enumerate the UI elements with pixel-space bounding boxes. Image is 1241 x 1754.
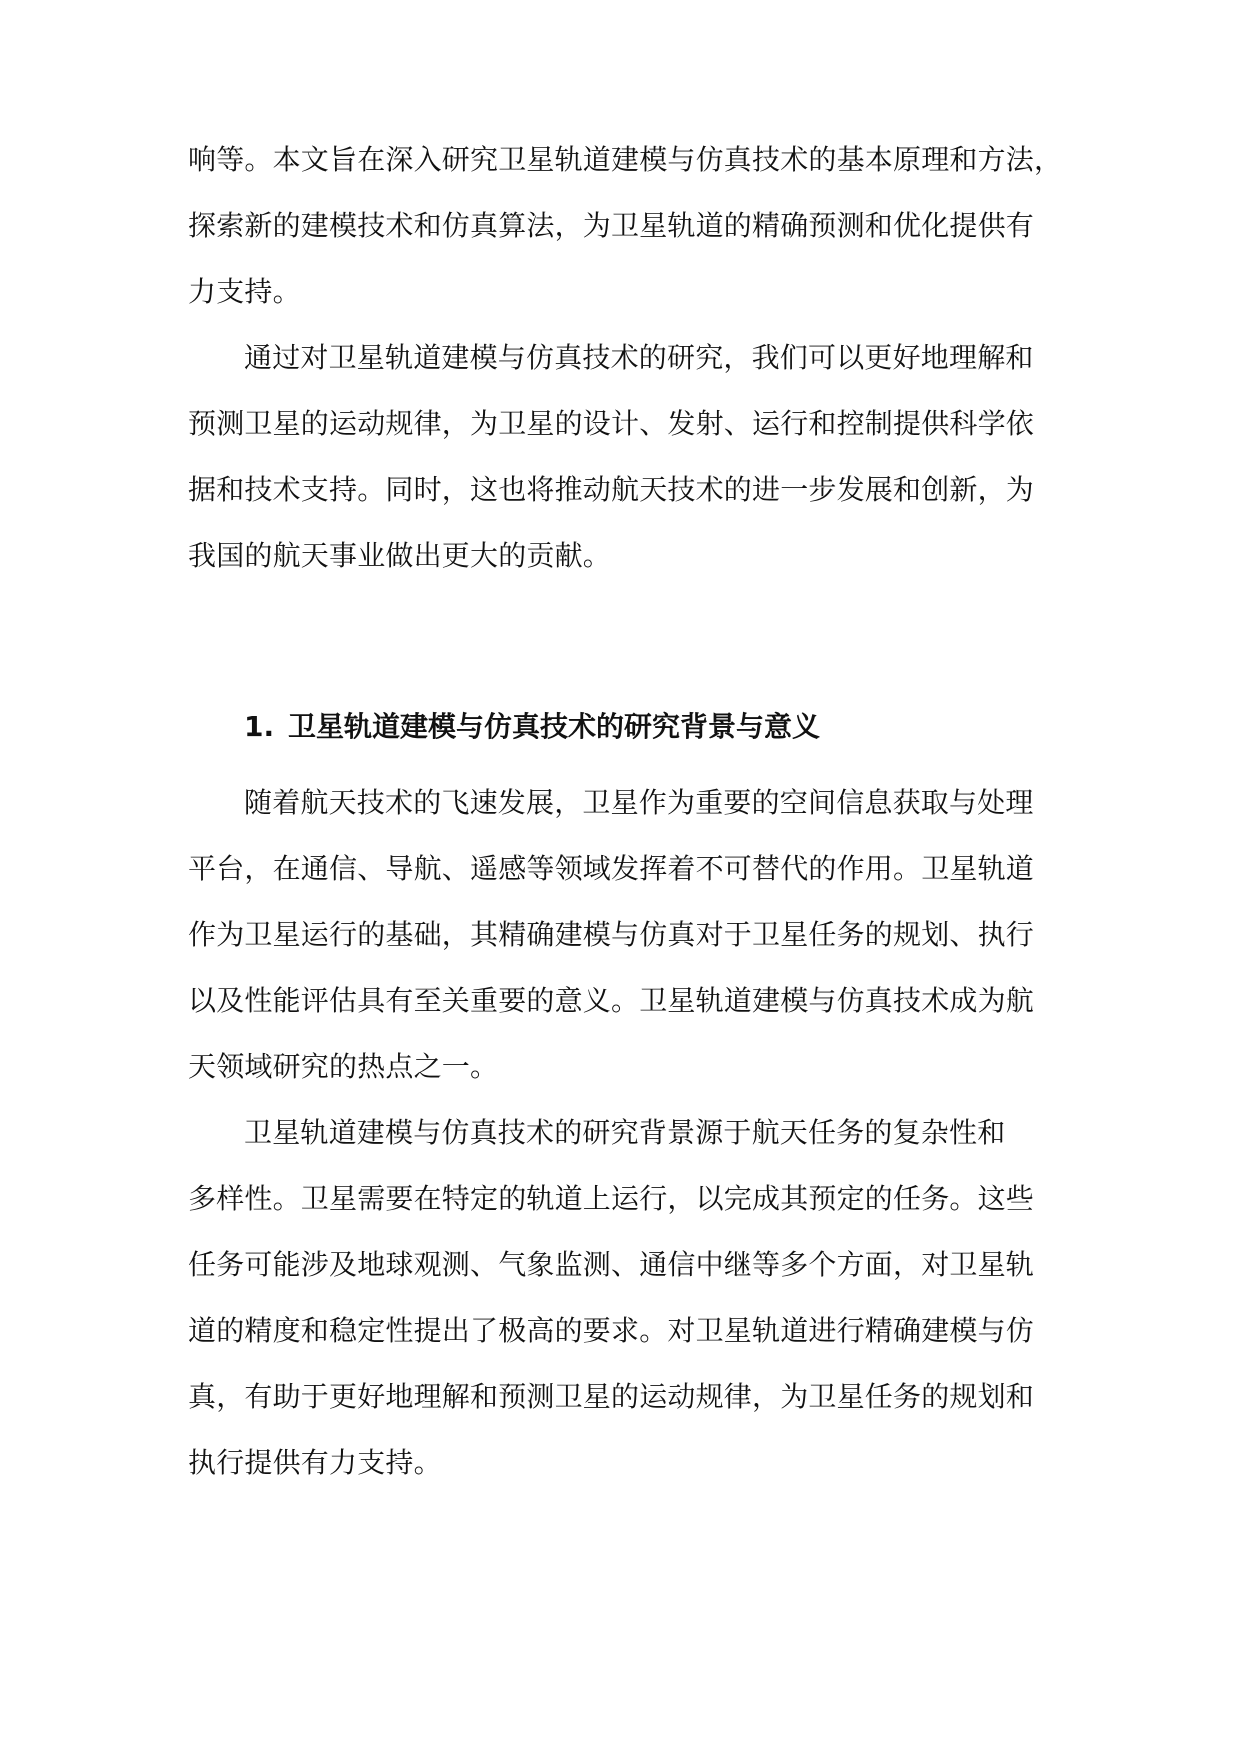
text-line: 任务可能涉及地球观测、气象监测、通信中继等多个方面，对卫星轨 — [188, 1248, 1035, 1281]
text-line: 卫星轨道建模与仿真技术的研究背景源于航天任务的复杂性和 — [244, 1116, 1006, 1149]
text-line: 多样性。卫星需要在特定的轨道上运行，以完成其预定的任务。这些 — [188, 1182, 1035, 1215]
text-line: 我国的航天事业做出更大的贡献。 — [188, 539, 612, 572]
text-line: 探索新的建模技术和仿真算法，为卫星轨道的精确预测和优化提供有 — [188, 209, 1035, 242]
text-line: 平台，在通信、导航、遥感等领域发挥着不可替代的作用。卫星轨道 — [188, 852, 1035, 885]
text-line: 作为卫星运行的基础，其精确建模与仿真对于卫星任务的规划、执行 — [188, 918, 1035, 951]
text-line: 真，有助于更好地理解和预测卫星的运动规律，为卫星任务的规划和 — [188, 1380, 1035, 1413]
section-number: 1. — [244, 710, 275, 743]
section-heading — [244, 694, 820, 760]
text-line: 预测卫星的运动规律，为卫星的设计、发射、运行和控制提供科学依 — [188, 407, 1035, 440]
text-line: 以及性能评估具有至关重要的意义。卫星轨道建模与仿真技术成为航 — [188, 984, 1035, 1017]
text-line: 天领域研究的热点之一。 — [188, 1050, 499, 1083]
text-line: 力支持。 — [188, 275, 301, 308]
text-line: 随着航天技术的飞速发展，卫星作为重要的空间信息获取与处理 — [244, 786, 1034, 819]
text-line: 通过对卫星轨道建模与仿真技术的研究，我们可以更好地理解和 — [244, 341, 1034, 374]
body-text-bottom — [188, 770, 1068, 1496]
paragraph — [188, 770, 1068, 1100]
body-text-top — [188, 127, 1068, 589]
text-line: 响等。本文旨在深入研究卫星轨道建模与仿真技术的基本原理和方法， — [188, 143, 1063, 176]
paragraph — [188, 1100, 1068, 1496]
section-title: 卫星轨道建模与仿真技术的研究背景与意义 — [288, 710, 821, 743]
text-line: 道的精度和稳定性提出了极高的要求。对卫星轨道进行精确建模与仿 — [188, 1314, 1035, 1347]
text-line: 执行提供有力支持。 — [188, 1446, 442, 1479]
paragraph — [188, 325, 1068, 589]
text-line: 据和技术支持。同时，这也将推动航天技术的进一步发展和创新，为 — [188, 473, 1035, 506]
paragraph — [188, 127, 1068, 325]
